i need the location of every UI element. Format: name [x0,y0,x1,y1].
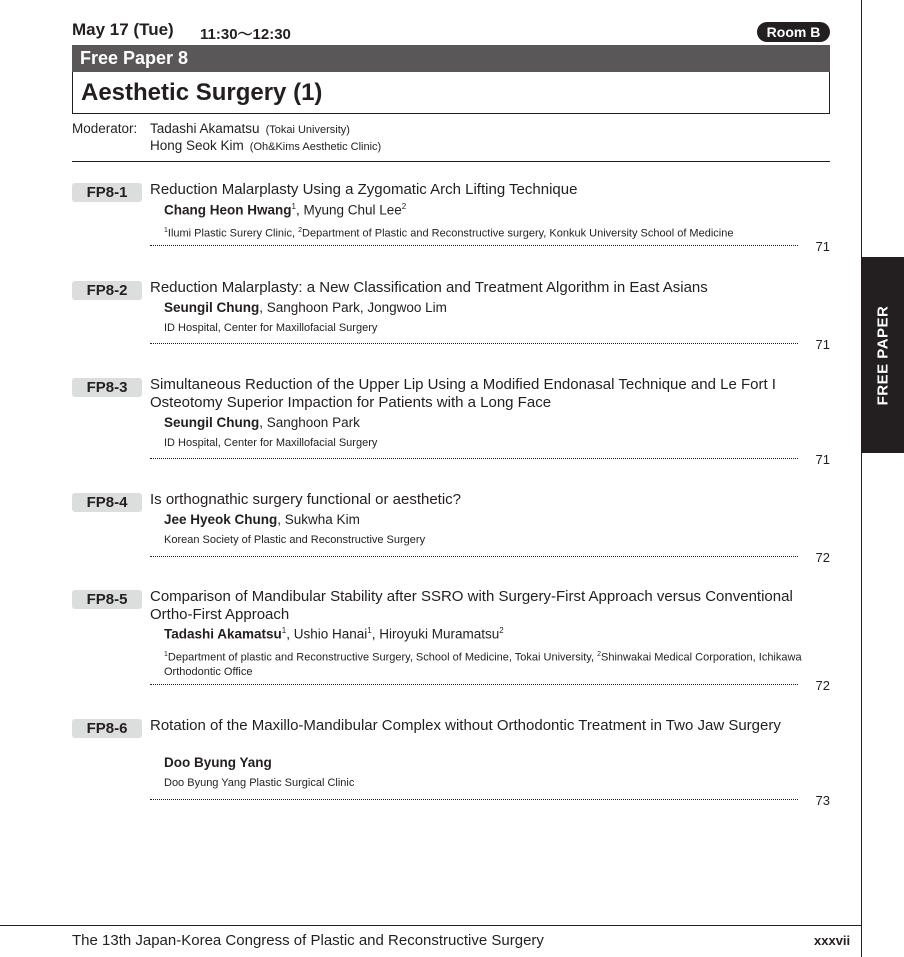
paper-code-badge: FP8-4 [72,493,142,512]
paper-code-badge: FP8-3 [72,378,142,397]
presenter-name: Chang Heon Hwang [164,202,292,218]
paper-code-badge: FP8-6 [72,719,142,738]
session-title: Aesthetic Surgery (1) [81,78,323,106]
side-tab-label: FREE PAPER [874,305,892,405]
coauthors: , Ushio Hanai [286,626,368,642]
section-side-tab [862,257,904,453]
paper-affiliation: $^1$Ilumi Plastic Surery Clinic, $^2$Department of Plastic and Reconstructive surgery, Konkuk University School of Medicine [164,227,734,240]
dot-leader [150,556,798,557]
session-date: May 17 (Tue) [72,20,174,39]
session-label-band [72,45,830,72]
header-divider [72,161,830,162]
page-number: 72 [815,550,830,565]
moderator-1 [150,121,350,136]
coauthors: , Myung Chul Lee [295,202,402,218]
paper-code-badge: FP8-2 [72,281,142,300]
paper-authors: Tadashi Akamatsu$^1$, Ushio Hanai$^1$, Hiroyuki Muramatsu$^2$ [164,626,504,642]
presenter-name: Seungil Chung [164,300,260,315]
footer-congress-title: The 13th Japan-Korea Congress of Plastic and Reconstructive Surgery [72,932,544,949]
dot-leader [150,684,798,685]
page-number: 71 [815,239,830,254]
moderator-name: Tadashi Akamatsu [150,121,260,136]
right-margin-rule [861,0,862,957]
paper-authors [164,300,447,315]
page-number: 71 [815,452,830,467]
room-badge: Room B [757,22,830,42]
paper-title: Reduction Malarplasty Using a Zygomatic Arch Lifting Technique [150,181,578,198]
page-number: 72 [815,678,830,693]
footer-page-number: xxxvii [814,933,851,948]
paper-code-badge: FP8-1 [72,183,142,202]
page-number: 73 [815,793,830,808]
session-title-box [72,72,830,114]
moderator-affiliation: (Tokai University) [265,124,350,136]
paper-title: Simultaneous Reduction of the Upper Lip Using a Modified Endonasal Technique and Le Fort I Osteotomy Superior Impaction for Patients with a Long Face [150,376,776,411]
paper-title: Is orthognathic surgery functional or aesthetic? [150,491,462,508]
paper-title: Comparison of Mandibular Stability after SSRO with Surgery-First Approach versus Conventional Ortho-First Approach [150,588,793,623]
paper-authors: Chang Heon Hwang$^1$, Myung Chul Lee$^2$ [164,202,407,218]
paper-affiliation: Korean Society of Plastic and Reconstructive Surgery [164,534,426,546]
presenter-name: Jee Hyeok Chung [164,512,278,527]
presenter-name: Doo Byung Yang [164,755,272,770]
paper-title: Reduction Malarplasty: a New Classification and Treatment Algorithm in East Asians [150,279,708,296]
dot-leader [150,799,798,800]
presenter-name: Seungil Chung [164,415,260,430]
paper-authors [164,415,360,430]
paper-affiliation: ID Hospital, Center for Maxillofacial Surgery [164,437,378,449]
paper-title: Rotation of the Maxillo-Mandibular Complex without Orthodontic Treatment in Two Jaw Surgery [150,717,781,734]
paper-affiliation: Doo Byung Yang Plastic Surgical Clinic [164,777,355,789]
coauthors: , Sanghoon Park [259,415,360,430]
paper-code-badge: FP8-5 [72,590,142,609]
page-number: 71 [815,337,830,352]
paper-affiliation: $^1$Department of plastic and Reconstructive Surgery, School of Medicine, Tokai University, $^2$Shinwakai Medical Corporation, Ichikawa Orthodontic Office [164,651,802,678]
session-label: Free Paper 8 [80,48,189,68]
paper-affiliation: ID Hospital, Center for Maxillofacial Surgery [164,322,378,334]
paper-authors [164,512,360,527]
moderator-2 [150,138,381,153]
coauthors: , Hiroyuki Muramatsu [371,626,500,642]
moderator-label: Moderator: [72,121,138,136]
dot-leader [150,458,798,459]
presenter-name: Tadashi Akamatsu [164,626,282,642]
dot-leader [150,245,798,246]
dot-leader [150,343,798,344]
moderator-name: Hong Seok Kim [150,138,244,153]
session-time: 11:30～12:30 [200,26,291,43]
paper-authors [164,755,272,770]
moderator-affiliation: (Oh&Kims Aesthetic Clinic) [249,141,382,153]
footer-divider [0,925,861,926]
coauthors: , Sukwha Kim [277,512,360,527]
coauthors: , Sanghoon Park, Jongwoo Lim [259,300,447,315]
